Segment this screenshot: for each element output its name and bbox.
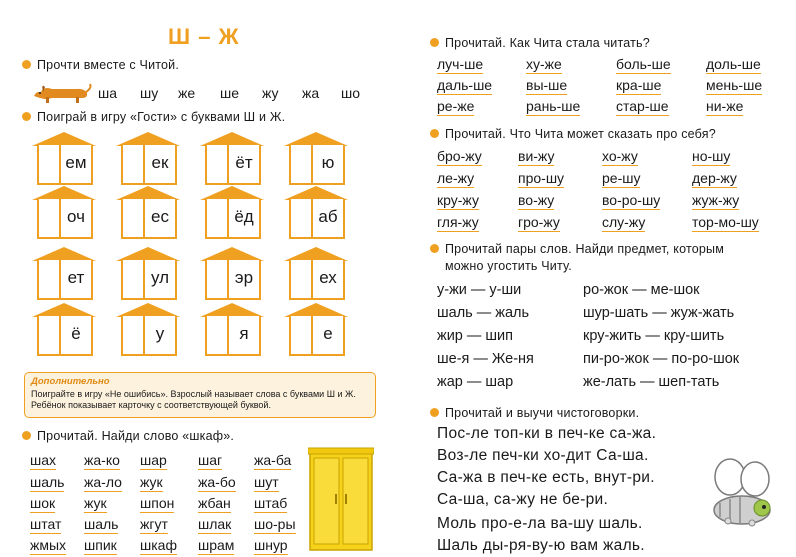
verb-word: кру-жу: [437, 192, 479, 208]
house-card: [32, 247, 96, 303]
house-letters: у: [155, 324, 165, 343]
house-body: [205, 145, 261, 185]
roof-icon: [284, 303, 348, 317]
roof-icon: [200, 132, 264, 146]
roof-icon: [200, 303, 264, 317]
house-letters: я: [239, 324, 249, 343]
house-body: [121, 260, 177, 300]
word-pair: пи-ро-жок — по-ро-шок: [583, 351, 740, 367]
house-body: [205, 260, 261, 300]
house-body: [289, 316, 345, 356]
tongue-twister-line: Са-ша, са-жу не бе-ри.: [437, 491, 609, 508]
tongue-twister-line: Моль про-е-ла ва-шу шаль.: [437, 515, 643, 532]
instruction-how-chita-read: Прочитай. Как Чита стала читать?: [430, 36, 650, 50]
note-title: Дополнительно: [31, 376, 110, 387]
word-cell: шкаф: [140, 537, 177, 553]
house-body: [205, 316, 261, 356]
word-pair: жир — шип: [437, 328, 514, 344]
house-body: [121, 145, 177, 185]
verb-word: слу-жу: [602, 214, 646, 230]
bullet-icon: [22, 431, 31, 440]
roof-icon: [116, 186, 180, 200]
word-cell: шар: [140, 452, 167, 468]
house-letters: оч: [67, 207, 85, 226]
house-letters: аб: [318, 207, 338, 226]
house-card: [284, 132, 348, 188]
comparative-word: рань-ше: [526, 98, 581, 114]
house-window: [213, 145, 229, 183]
roof-icon: [284, 132, 348, 146]
syllable: жу: [262, 85, 279, 101]
instruction-word-pairs-cont: можно угостить Читу.: [445, 259, 572, 273]
house-card: [32, 186, 96, 242]
word-cell: шнур: [254, 537, 288, 553]
verb-word: дер-жу: [692, 170, 737, 186]
roof-icon: [32, 186, 96, 200]
bullet-icon: [430, 129, 439, 138]
wardrobe-icon: [308, 446, 374, 555]
note-text: Поиграйте в игру «Не ошибись». Взрослый называет слова с буквами Ш и Ж. Ребёнок показывает карточку с соответствующей буквой.: [31, 389, 356, 410]
bullet-icon: [430, 38, 439, 47]
verb-word: про-шу: [518, 170, 565, 186]
house-letters: ес: [151, 207, 169, 226]
house-window: [129, 260, 145, 298]
word-cell: жук: [84, 495, 107, 511]
verb-word: гля-жу: [437, 214, 479, 230]
word-cell: шлак: [198, 516, 232, 532]
word-cell: шаг: [198, 452, 223, 468]
comparative-word: даль-ше: [437, 77, 493, 93]
syllable: ша: [98, 85, 118, 101]
tongue-twister-line: Са-жа в печ-ке есть, внут-ри.: [437, 469, 655, 486]
house-window: [213, 199, 229, 237]
house-letters: ёд: [234, 207, 254, 226]
house-letters: ёт: [235, 153, 253, 172]
word-cell: шок: [30, 495, 56, 511]
instruction-word-pairs: Прочитай пары слов. Найди предмет, которым: [430, 242, 724, 256]
comparative-word: доль-ше: [706, 56, 761, 72]
house-letters: эр: [234, 268, 254, 287]
house-window: [129, 199, 145, 237]
comparative-word: вы-ше: [526, 77, 568, 93]
syllable: жа: [302, 85, 320, 101]
house-body: [37, 145, 93, 185]
house-card: [200, 132, 264, 188]
verb-word: во-жу: [518, 192, 555, 208]
word-cell: штаб: [254, 495, 288, 511]
syllable: шо: [341, 85, 361, 101]
bullet-icon: [22, 60, 31, 69]
house-window: [129, 145, 145, 183]
house-body: [37, 260, 93, 300]
word-cell: жа-ко: [84, 452, 120, 468]
house-window: [297, 199, 313, 237]
house-letters: ул: [150, 268, 170, 287]
verb-word: бро-жу: [437, 148, 482, 164]
word-cell: шут: [254, 474, 279, 490]
house-card: [32, 132, 96, 188]
house-window: [297, 260, 313, 298]
house-window: [129, 316, 145, 354]
verb-word: гро-жу: [518, 214, 560, 230]
house-letters: ю: [321, 153, 335, 172]
dachshund-icon: [32, 80, 92, 106]
house-letters: ек: [151, 153, 169, 172]
word-cell: шах: [30, 452, 57, 468]
word-cell: жбан: [198, 495, 231, 511]
house-card: [116, 247, 180, 303]
house-body: [121, 199, 177, 239]
house-card: [284, 303, 348, 359]
house-body: [289, 145, 345, 185]
tongue-twister-line: Пос-ле топ-ки в печ-ке са-жа.: [437, 425, 657, 442]
house-card: [116, 303, 180, 359]
comparative-word: мень-ше: [706, 77, 763, 93]
house-window: [297, 316, 313, 354]
syllable: же: [178, 85, 196, 101]
word-pair: же-лать — шеп-тать: [583, 374, 720, 390]
verb-word: но-шу: [692, 148, 731, 164]
word-cell: шпон: [140, 495, 175, 511]
roof-icon: [200, 186, 264, 200]
word-cell: шаль: [84, 516, 119, 532]
roof-icon: [284, 247, 348, 261]
verb-word: жуж-жу: [692, 192, 740, 208]
word-cell: штат: [30, 516, 62, 532]
house-letters: ех: [319, 268, 337, 287]
word-pair: шур-шать — жуж-жать: [583, 305, 735, 321]
house-body: [289, 199, 345, 239]
house-body: [121, 316, 177, 356]
roof-icon: [284, 186, 348, 200]
word-cell: шо-ры: [254, 516, 296, 532]
verb-word: ви-жу: [518, 148, 555, 164]
roof-icon: [32, 247, 96, 261]
house-body: [37, 199, 93, 239]
word-cell: шрам: [198, 537, 235, 553]
instruction-guests-game: Поиграй в игру «Гости» с буквами Ш и Ж.: [22, 110, 285, 124]
house-window: [213, 316, 229, 354]
house-card: [116, 186, 180, 242]
fly-icon: [700, 455, 780, 535]
word-cell: жа-ба: [254, 452, 292, 468]
roof-icon: [116, 303, 180, 317]
instruction-tongue-twisters: Прочитай и выучи чистоговорки.: [430, 406, 639, 420]
word-cell: шпик: [84, 537, 117, 553]
additional-note: [24, 372, 376, 418]
house-card: [200, 303, 264, 359]
roof-icon: [116, 132, 180, 146]
house-card: [200, 186, 264, 242]
verb-word: ре-шу: [602, 170, 641, 186]
tongue-twister-line: Шаль ды-ря-ву-ю вам жаль.: [437, 537, 645, 554]
comparative-word: стар-ше: [616, 98, 669, 114]
house-body: [289, 260, 345, 300]
word-pair: у-жи — у-ши: [437, 282, 522, 298]
comparative-word: ху-же: [526, 56, 562, 72]
word-pair: ше-я — Же-ня: [437, 351, 534, 367]
syllable: ше: [220, 85, 240, 101]
word-pair: жар — шар: [437, 374, 514, 390]
word-pair: шаль — жаль: [437, 305, 530, 321]
instruction-read-with-chita: Прочти вместе с Читой.: [22, 58, 179, 72]
house-letters: е: [323, 324, 333, 343]
house-card: [284, 186, 348, 242]
word-cell: жук: [140, 474, 163, 490]
comparative-word: луч-ше: [437, 56, 484, 72]
house-window: [45, 145, 61, 183]
word-cell: жа-ло: [84, 474, 122, 490]
syllable: шу: [140, 85, 159, 101]
word-cell: жмых: [30, 537, 67, 553]
house-card: [200, 247, 264, 303]
house-window: [45, 199, 61, 237]
house-letters: ё: [71, 324, 81, 343]
bullet-icon: [430, 244, 439, 253]
word-cell: шаль: [30, 474, 65, 490]
house-card: [32, 303, 96, 359]
house-body: [205, 199, 261, 239]
roof-icon: [200, 247, 264, 261]
word-cell: жа-бо: [198, 474, 236, 490]
word-pair: кру-жить — кру-шить: [583, 328, 725, 344]
instruction-find-word: Прочитай. Найди слово «шкаф».: [22, 429, 234, 443]
verb-word: хо-жу: [602, 148, 638, 164]
verb-word: во-ро-шу: [602, 192, 661, 208]
house-window: [45, 260, 61, 298]
comparative-word: кра-ше: [616, 77, 662, 93]
word-pair: ро-жок — ме-шок: [583, 282, 700, 298]
tongue-twister-line: Воз-ле печ-ки хо-дит Са-ша.: [437, 447, 649, 464]
roof-icon: [116, 247, 180, 261]
roof-icon: [32, 132, 96, 146]
word-cell: жгут: [140, 516, 168, 532]
house-window: [45, 316, 61, 354]
verb-word: тор-мо-шу: [692, 214, 759, 230]
page-title: Ш – Ж: [168, 24, 240, 49]
verb-word: ле-жу: [437, 170, 475, 186]
roof-icon: [32, 303, 96, 317]
comparative-word: ре-же: [437, 98, 475, 114]
house-window: [297, 145, 313, 183]
comparative-word: ни-же: [706, 98, 744, 114]
house-letters: ет: [67, 268, 85, 287]
house-letters: ем: [65, 153, 87, 172]
house-card: [284, 247, 348, 303]
house-body: [37, 316, 93, 356]
comparative-word: боль-ше: [616, 56, 671, 72]
house-window: [213, 260, 229, 298]
instruction-what-chita-says: Прочитай. Что Чита может сказать про себя?: [430, 127, 716, 141]
bullet-icon: [430, 408, 439, 417]
bullet-icon: [22, 112, 31, 121]
house-card: [116, 132, 180, 188]
